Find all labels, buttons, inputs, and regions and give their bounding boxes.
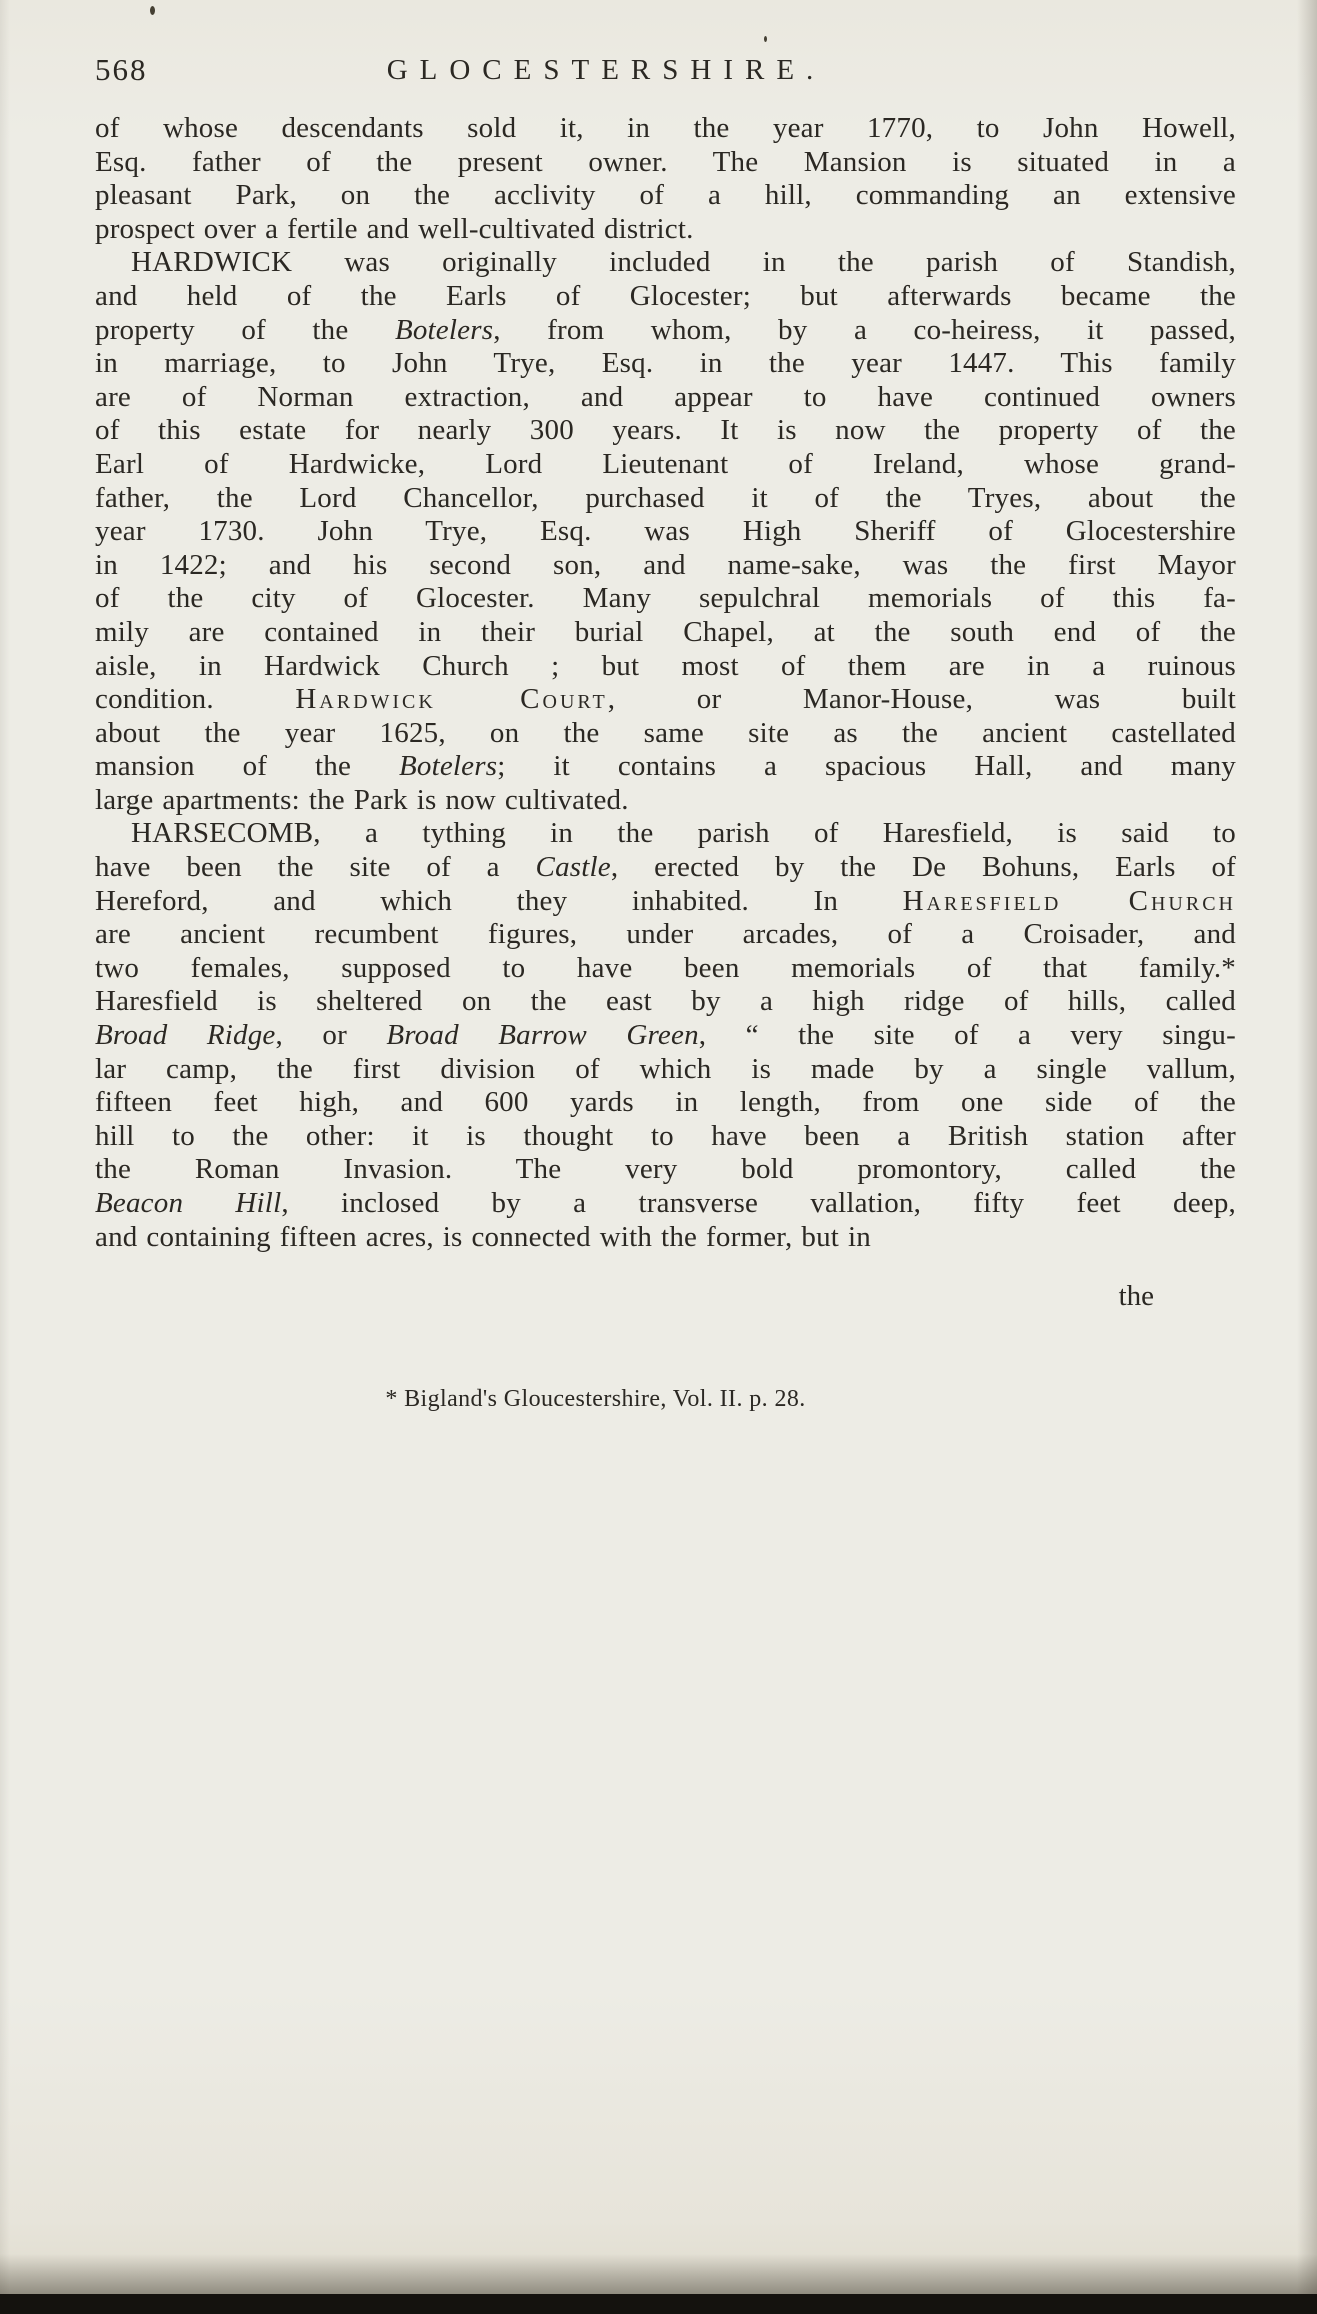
body-span: about the year 1625, on the same site as the ancient castellated <box>95 716 1236 749</box>
paragraph <box>95 112 1236 246</box>
italic-text: Broad Barrow Green <box>386 1019 699 1052</box>
text-line <box>95 885 1236 919</box>
body-span: fifteen feet high, and 600 yards in length, from one side of the <box>95 1086 1236 1119</box>
running-header: GLOCESTERSHIRE. <box>386 54 826 86</box>
text-line <box>95 1153 1236 1187</box>
text-line <box>95 918 1236 952</box>
scan-edge-bottom <box>0 2294 1317 2314</box>
body-span: condition. <box>95 683 296 716</box>
text-line <box>95 314 1236 348</box>
text-line <box>95 1221 1236 1255</box>
body-span: Haresfield is sheltered on the east by a high ridge of hills, called <box>95 985 1236 1018</box>
text-line <box>95 851 1236 885</box>
body-span: Hereford, and which they inhabited. In <box>95 884 903 917</box>
scan-edge-left <box>0 0 10 2314</box>
body-span: mily are contained in their burial Chapel, at the south end of the <box>95 615 1236 648</box>
text-line <box>95 1053 1236 1087</box>
body-span: are ancient recumbent figures, under arcades, of a Croisader, and <box>95 918 1236 951</box>
text-line <box>95 146 1236 180</box>
text-line <box>95 616 1236 650</box>
smallcaps-text: Hardwick Court <box>295 683 608 716</box>
body-text <box>95 112 1236 1254</box>
text-line <box>95 817 1236 851</box>
text-line <box>95 347 1236 381</box>
text-line <box>95 750 1236 784</box>
paragraph <box>95 817 1236 1254</box>
italic-text: Broad Ridge <box>95 1019 276 1052</box>
text-line <box>95 582 1236 616</box>
body-span: Esq. father of the present owner. The Mansion is situated in a <box>95 145 1236 178</box>
body-span: , from whom, by a co-heiress, it passed, <box>493 313 1237 346</box>
body-span: lar camp, the first division of which is made by a single vallum, <box>95 1052 1236 1085</box>
text-line <box>95 683 1236 717</box>
body-span: are of Norman extraction, and appear to have continued owners <box>95 380 1236 413</box>
body-span: of the city of Glocester. Many sepulchral memorials of this fa- <box>95 582 1236 615</box>
scan-edge-right <box>1297 0 1317 2314</box>
text-line <box>95 784 1236 818</box>
text-line <box>95 246 1236 280</box>
body-span: , erected by the De Bohuns, Earls of <box>610 851 1237 884</box>
body-span: two females, supposed to have been memorials of that family.* <box>95 951 1236 984</box>
text-line <box>95 985 1236 1019</box>
text-line <box>95 414 1236 448</box>
text-line <box>95 179 1236 213</box>
body-span: hill to the other: it is thought to have been a British station after <box>95 1119 1236 1152</box>
footnote: * Bigland's Gloucestershire, Vol. II. p. 28. <box>385 1386 806 1412</box>
text-line <box>95 280 1236 314</box>
italic-text: Botelers <box>394 313 494 346</box>
body-span: HARDWICK was originally included in the parish of Standish, <box>131 246 1236 279</box>
text-line <box>95 213 1236 247</box>
body-span: and held of the Earls of Glocester; but afterwards became the <box>95 279 1236 312</box>
body-span: Earl of Hardwicke, Lord Lieutenant of Ireland, whose grand- <box>95 447 1236 480</box>
text-line <box>95 482 1236 516</box>
body-span: property of the <box>95 313 395 346</box>
body-span: of whose descendants sold it, in the year 1770, to John Howell, <box>95 112 1236 144</box>
italic-text: Beacon Hill <box>95 1187 282 1219</box>
text-line <box>95 952 1236 986</box>
text-line <box>95 515 1236 549</box>
body-span: , or Manor-House, was built <box>607 683 1236 716</box>
body-span: , inclosed by a transverse vallation, fifty feet deep, <box>281 1187 1236 1219</box>
body-span: in 1422; and his second son, and name-sake, was the first Mayor <box>95 548 1236 581</box>
body-span: and containing fifteen acres, is connected with the former, but in <box>95 1220 871 1253</box>
body-span: , “ the site of a very singu- <box>698 1019 1236 1052</box>
text-line <box>95 1019 1236 1053</box>
body-span: in marriage, to John Trye, Esq. in the year 1447. This family <box>95 347 1236 380</box>
body-span: HARSECOMB, a tything in the parish of Haresfield, is said to <box>131 817 1236 850</box>
body-span: father, the Lord Chancellor, purchased it of the Tryes, about the <box>95 481 1236 514</box>
body-span: mansion of the <box>95 750 399 783</box>
body-span: of this estate for nearly 300 years. It is now the property of the <box>95 414 1236 447</box>
page-header <box>95 50 1117 88</box>
text-line <box>95 1120 1236 1154</box>
italic-text: Castle <box>535 851 611 884</box>
body-span: aisle, in Hardwick Church ; but most of them are in a ruinous <box>95 649 1236 682</box>
scan-edge-bottom-fade <box>0 2254 1317 2296</box>
text-line <box>95 717 1236 751</box>
body-span: prospect over a fertile and well-cultivated district. <box>95 212 694 245</box>
text-line <box>95 112 1236 146</box>
body-span: ; it contains a spacious Hall, and many <box>497 750 1237 783</box>
page-number: 568 <box>95 52 148 87</box>
text-line <box>95 381 1236 415</box>
body-span: have been the site of a <box>95 851 536 884</box>
body-span: , or <box>275 1019 387 1052</box>
body-span: large apartments: the Park is now cultivated. <box>95 783 629 816</box>
body-span: pleasant Park, on the acclivity of a hill, commanding an extensive <box>95 179 1236 212</box>
body-span: year 1730. John Trye, Esq. was High Sheriff of Glocestershire <box>95 515 1236 548</box>
scan-artifact <box>764 36 767 42</box>
text-line <box>95 1086 1236 1120</box>
paragraph <box>95 246 1236 817</box>
text-line <box>95 1187 1236 1221</box>
text-line <box>95 448 1236 482</box>
smallcaps-text: Haresfield Church <box>902 884 1236 917</box>
scan-artifact <box>150 6 155 15</box>
italic-text: Botelers <box>398 750 498 783</box>
body-span: the Roman Invasion. The very bold promontory, called the <box>95 1153 1236 1186</box>
text-line <box>95 549 1236 583</box>
catchword: the <box>1118 1280 1154 1312</box>
text-line <box>95 650 1236 684</box>
